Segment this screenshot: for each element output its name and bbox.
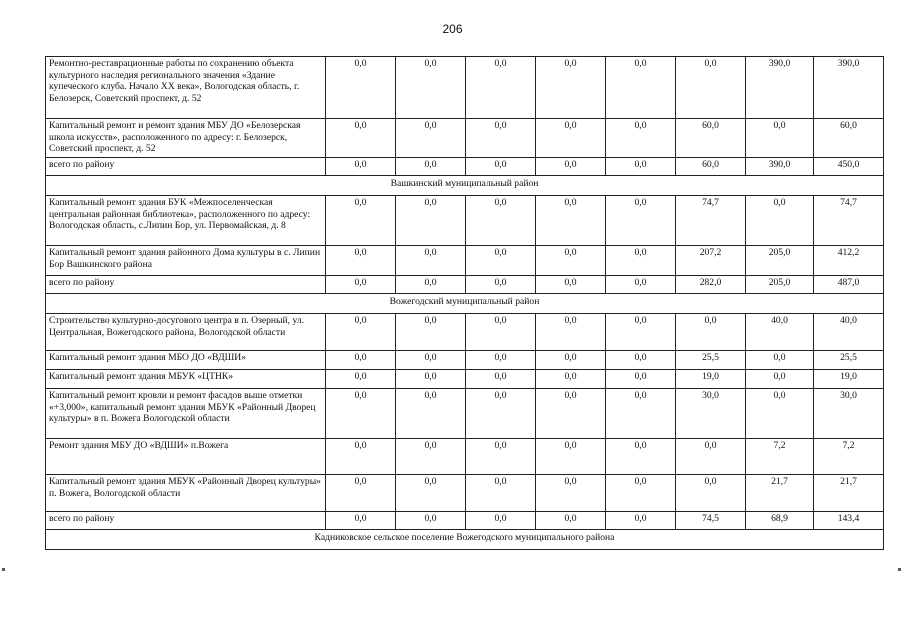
- table-row: [46, 246, 884, 276]
- total-label: всего по району: [46, 512, 326, 530]
- value-cell: 7,2: [746, 439, 814, 475]
- value-cell: 0,0: [536, 370, 606, 389]
- section-header-row: [46, 176, 884, 196]
- value-cell: 0,0: [676, 439, 746, 475]
- value-cell: 0,0: [606, 314, 676, 351]
- value-cell: 30,0: [676, 389, 746, 439]
- value-cell: 7,2: [814, 439, 884, 475]
- value-cell: 0,0: [326, 351, 396, 370]
- value-cell: 0,0: [746, 196, 814, 246]
- total-label: всего по району: [46, 158, 326, 176]
- value-cell: 0,0: [536, 389, 606, 439]
- value-cell: 60,0: [676, 158, 746, 176]
- table-row: [46, 389, 884, 439]
- value-cell: 0,0: [536, 475, 606, 512]
- value-cell: 0,0: [466, 246, 536, 276]
- value-cell: 0,0: [326, 475, 396, 512]
- value-cell: 0,0: [536, 246, 606, 276]
- value-cell: 0,0: [326, 439, 396, 475]
- value-cell: 0,0: [466, 276, 536, 294]
- value-cell: 0,0: [746, 370, 814, 389]
- page-number: 206: [442, 22, 463, 36]
- value-cell: 74,7: [676, 196, 746, 246]
- value-cell: 0,0: [396, 370, 466, 389]
- value-cell: 0,0: [606, 196, 676, 246]
- value-cell: 0,0: [326, 276, 396, 294]
- value-cell: 390,0: [814, 57, 884, 119]
- value-cell: 207,2: [676, 246, 746, 276]
- value-cell: 0,0: [536, 512, 606, 530]
- value-cell: 0,0: [606, 276, 676, 294]
- value-cell: 0,0: [746, 389, 814, 439]
- value-cell: 0,0: [536, 276, 606, 294]
- value-cell: 282,0: [676, 276, 746, 294]
- value-cell: 0,0: [606, 158, 676, 176]
- value-cell: 0,0: [606, 439, 676, 475]
- value-cell: 0,0: [326, 314, 396, 351]
- value-cell: 0,0: [396, 119, 466, 158]
- value-cell: 390,0: [746, 57, 814, 119]
- item-name: Капитальный ремонт здания МБУК «ЦТНК»: [46, 370, 326, 389]
- item-name: Ремонт здания МБУ ДО «ВДШИ» п.Вожега: [46, 439, 326, 475]
- value-cell: 19,0: [676, 370, 746, 389]
- table-row: [46, 370, 884, 389]
- value-cell: 0,0: [606, 119, 676, 158]
- table-row: [46, 475, 884, 512]
- value-cell: 487,0: [814, 276, 884, 294]
- value-cell: 0,0: [396, 512, 466, 530]
- value-cell: 0,0: [676, 475, 746, 512]
- scan-mark-right: [898, 568, 901, 571]
- value-cell: 0,0: [326, 512, 396, 530]
- value-cell: 143,4: [814, 512, 884, 530]
- value-cell: 0,0: [466, 475, 536, 512]
- value-cell: 0,0: [396, 246, 466, 276]
- value-cell: 74,7: [814, 196, 884, 246]
- section-title: Вожегодский муниципальный район: [46, 294, 884, 314]
- table-row: [46, 57, 884, 119]
- value-cell: 21,7: [746, 475, 814, 512]
- table-row: [46, 439, 884, 475]
- value-cell: 0,0: [326, 57, 396, 119]
- value-cell: 0,0: [466, 119, 536, 158]
- value-cell: 0,0: [396, 158, 466, 176]
- value-cell: 74,5: [676, 512, 746, 530]
- value-cell: 0,0: [676, 57, 746, 119]
- value-cell: 450,0: [814, 158, 884, 176]
- value-cell: 0,0: [746, 119, 814, 158]
- section-header-row: [46, 530, 884, 550]
- value-cell: 0,0: [326, 389, 396, 439]
- value-cell: 0,0: [536, 119, 606, 158]
- value-cell: 68,9: [746, 512, 814, 530]
- value-cell: 0,0: [396, 196, 466, 246]
- value-cell: 60,0: [676, 119, 746, 158]
- total-label: всего по району: [46, 276, 326, 294]
- value-cell: 205,0: [746, 276, 814, 294]
- item-name: Ремонтно-реставрационные работы по сохранению объекта культурного наследия регионального значения «Здание купеческого клуба. Начало XX века», Вологодская область, г. Белозерск, Советский проспект, д. 52: [46, 57, 326, 119]
- value-cell: 0,0: [606, 370, 676, 389]
- table-row: [46, 351, 884, 370]
- value-cell: 0,0: [606, 57, 676, 119]
- value-cell: 0,0: [396, 475, 466, 512]
- section-title: Вашкинский муниципальный район: [46, 176, 884, 196]
- item-name: Капитальный ремонт здания районного Дома культуры в с. Липин Бор Вашкинского района: [46, 246, 326, 276]
- value-cell: 0,0: [326, 158, 396, 176]
- value-cell: 0,0: [396, 276, 466, 294]
- value-cell: 0,0: [606, 475, 676, 512]
- value-cell: 30,0: [814, 389, 884, 439]
- value-cell: 0,0: [466, 196, 536, 246]
- value-cell: 0,0: [536, 314, 606, 351]
- item-name: Строительство культурно-досугового центра в п. Озерный, ул. Центральная, Вожегодского района, Вологодской области: [46, 314, 326, 351]
- value-cell: 0,0: [326, 196, 396, 246]
- table-row: [46, 314, 884, 351]
- total-row: [46, 276, 884, 294]
- value-cell: 0,0: [466, 439, 536, 475]
- value-cell: 0,0: [396, 439, 466, 475]
- value-cell: 0,0: [606, 512, 676, 530]
- value-cell: 0,0: [606, 351, 676, 370]
- table-body: [46, 57, 884, 550]
- value-cell: 0,0: [466, 57, 536, 119]
- value-cell: 0,0: [536, 158, 606, 176]
- section-title: Кадниковское сельское поселение Вожегодского муниципального района: [46, 530, 884, 550]
- value-cell: 60,0: [814, 119, 884, 158]
- item-name: Капитальный ремонт и ремонт здания МБУ ДО «Белозерская школа искусств», расположенного по адресу: г. Белозерск, Советский проспект, д. 52: [46, 119, 326, 158]
- value-cell: 25,5: [814, 351, 884, 370]
- value-cell: 40,0: [814, 314, 884, 351]
- value-cell: 390,0: [746, 158, 814, 176]
- budget-table: [45, 56, 884, 550]
- total-row: [46, 158, 884, 176]
- value-cell: 205,0: [746, 246, 814, 276]
- item-name: Капитальный ремонт здания БУК «Межпоселенческая центральная районная библиотека», расположенного по адресу: Вологодская область, с.Липин Бор, ул. Первомайская, д. 8: [46, 196, 326, 246]
- value-cell: 0,0: [326, 246, 396, 276]
- value-cell: 19,0: [814, 370, 884, 389]
- value-cell: 0,0: [466, 351, 536, 370]
- value-cell: 25,5: [676, 351, 746, 370]
- item-name: Капитальный ремонт здания МБО ДО «ВДШИ»: [46, 351, 326, 370]
- value-cell: 412,2: [814, 246, 884, 276]
- value-cell: 0,0: [536, 57, 606, 119]
- value-cell: 40,0: [746, 314, 814, 351]
- value-cell: 0,0: [606, 389, 676, 439]
- value-cell: 0,0: [396, 389, 466, 439]
- item-name: Капитальный ремонт кровли и ремонт фасадов выше отметки «+3,000», капитальный ремонт здания МБУК «Районный Дворец культуры» в п. Вожега Вологодской области: [46, 389, 326, 439]
- item-name: Капитальный ремонт здания МБУК «Районный Дворец культуры» п. Вожега, Вологодской области: [46, 475, 326, 512]
- value-cell: 0,0: [536, 196, 606, 246]
- value-cell: 0,0: [396, 314, 466, 351]
- value-cell: 0,0: [326, 370, 396, 389]
- value-cell: 0,0: [466, 158, 536, 176]
- value-cell: 21,7: [814, 475, 884, 512]
- value-cell: 0,0: [466, 389, 536, 439]
- value-cell: 0,0: [326, 119, 396, 158]
- value-cell: 0,0: [396, 351, 466, 370]
- section-header-row: [46, 294, 884, 314]
- table-row: [46, 196, 884, 246]
- total-row: [46, 512, 884, 530]
- value-cell: 0,0: [606, 246, 676, 276]
- value-cell: 0,0: [396, 57, 466, 119]
- value-cell: 0,0: [746, 351, 814, 370]
- table-row: [46, 119, 884, 158]
- scan-mark-left: [2, 568, 5, 571]
- value-cell: 0,0: [466, 370, 536, 389]
- value-cell: 0,0: [466, 314, 536, 351]
- value-cell: 0,0: [466, 512, 536, 530]
- value-cell: 0,0: [536, 439, 606, 475]
- value-cell: 0,0: [676, 314, 746, 351]
- value-cell: 0,0: [536, 351, 606, 370]
